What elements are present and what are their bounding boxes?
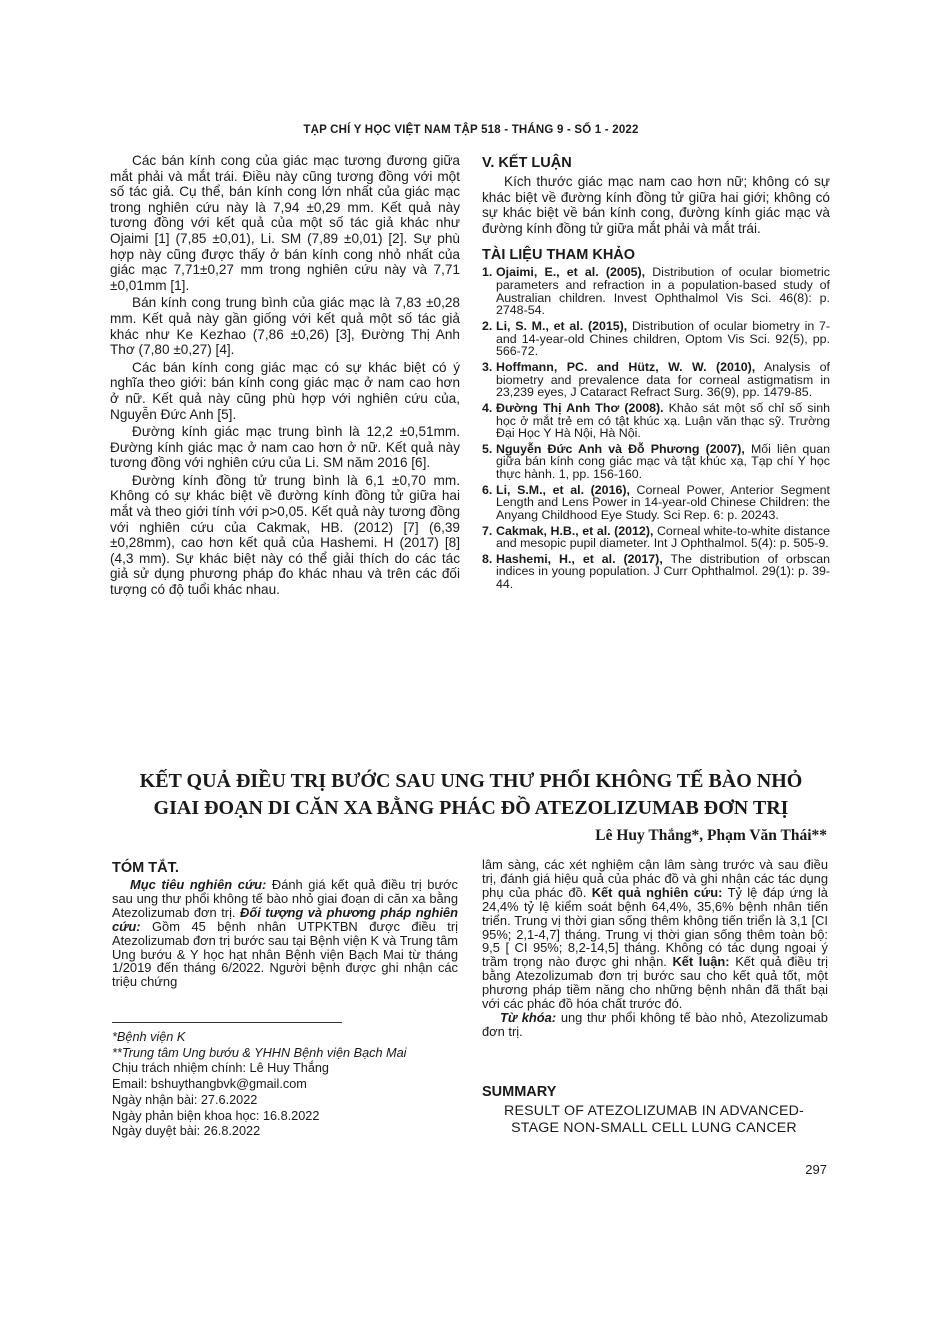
reference-item [482,320,830,358]
reference-author: Li, S.M., et al. (2016), [496,482,630,497]
reference-author: Nguyễn Đức Anh và Đỗ Phương (2007), [496,441,745,456]
reference-author: Đường Thị Anh Thơ (2008). [496,400,664,415]
summary-heading: SUMMARY [482,1084,557,1100]
reference-author: Cakmak, H.B., et al. (2012), [496,523,654,538]
abstract-left [112,860,458,989]
author-email: Email: bshuythangbvk@gmail.com [112,1077,307,1092]
discussion-paragraph: Đường kính giác mạc trung bình là 12,2 ±0,51mm. Đường kính giác mạc ở nam cao hơn ở nữ. Kết quả này tương đồng với nghiên cứu của Li. SM năm 2016 [6]. [110,424,460,471]
reference-number: 6. [482,482,493,497]
reference-item [482,266,830,317]
summary-title [476,1103,832,1137]
discussion-paragraph: Các bán kính cong giác mạc có sự khác biệt có ý nghĩa theo giới: bán kính cong giác mạc ở nam cao hơn ở nữ. Kết quả này cũng phù hợp với nghiên cứu của, Nguyễn Đức Anh [5]. [110,359,460,422]
reference-item [482,361,830,399]
reference-item [482,402,830,440]
methods-text-continued: lâm sàng, các xét nghiệm cận lâm sàng trước và sau điều trị, đánh giá hiệu quả của phác đồ và ghi nhận các tác dụng phụ của phác đồ. [482,857,828,900]
abstract-continued [482,858,828,1011]
summary-title-line: RESULT OF ATEZOLIZUMAB IN ADVANCED- [504,1103,804,1119]
reference-number: 2. [482,318,493,333]
reference-item [482,525,830,550]
reference-author: Hoffmann, PC. and Hütz, W. W. (2010), [496,359,756,374]
reference-number: 4. [482,400,493,415]
reference-number: 7. [482,523,493,538]
summary-title-line: STAGE NON-SMALL CELL LUNG CANCER [511,1120,797,1136]
reference-author: Li, S. M., et al. (2015), [496,318,628,333]
responsible-author: Chịu trách nhiệm chính: Lê Huy Thắng [112,1061,329,1076]
keywords-text: ung thư phổi không tế bào nhỏ, Atezolizumab đơn trị. [482,1009,828,1039]
article-title-line: GIAI ĐOẠN DI CĂN XA BẰNG PHÁC ĐỒ ATEZOLIZUMAB ĐƠN TRỊ [153,797,789,819]
received-date: Ngày nhận bài: 27.6.2022 [112,1092,258,1107]
running-header: TẠP CHÍ Y HỌC VIỆT NAM TẬP 518 - THÁNG 9 - SỐ 1 - 2022 [303,124,639,136]
footnotes [112,1030,457,1140]
article-title-line: KẾT QUẢ ĐIỀU TRỊ BƯỚC SAU UNG THƯ PHỔI KHÔNG TẾ BÀO NHỎ [139,770,803,792]
page-number: 297 [805,1162,827,1177]
reference-list [482,266,830,590]
reference-text: Corneal white-to-white distance and mesopic pupil diameter. Int J Ophthalmol. 5(4): p. 505-9. [496,523,830,551]
reference-item [482,484,830,522]
footnote-divider [112,1022,342,1023]
reference-item [482,443,830,481]
reference-number: 3. [482,359,493,374]
reference-number: 5. [482,441,493,456]
affiliation-note: *Bệnh viện K [112,1030,186,1044]
discussion-paragraph: Đường kính đồng tử trung bình là 6,1 ±0,70 mm. Không có sự khác biệt về đường kính đồng tử giữa hai mắt và theo giới tính với p>0,05. Kết quả này tương đồng với nghiên cứu của Cakmak, HB. (2012) [7] (6,39 ±0,28mm), cao hơn kết quả của Hashemi. H (2017) [8] (4,3 mm). Sự khác biệt này có thể giải thích do các tác giả sử dụng phương pháp đo khác nhau và trên các đối tượng có độ tuổi khác nhau. [110,472,460,598]
reviewed-date: Ngày phản biện khoa học: 16.8.2022 [112,1108,320,1123]
keywords [482,1011,828,1039]
conclusion-label: Kết luận: [672,954,730,970]
discussion-column [110,153,460,600]
conclusion-heading: V. KẾT LUẬN [482,155,572,171]
reference-author: Ojaimi, E., et al. (2005), [496,265,646,280]
reference-text: Distribution of ocular biometry in 7- and 14-year-old Chines children, Optom Vis Sci. 92(5), pp. 566-72. [496,318,830,359]
reference-number: 8. [482,551,493,566]
reference-text: Distribution of ocular biometric parameters and refraction in a population-based study of Australian children. Invest Ophthalmol Vis Sci. 46(8): p. 2748-54. [496,265,830,318]
reference-text: Analysis of biometry and prevalence data for corneal astigmatism in 23,239 eyes, J Cataract Refract Surg. 36(9), pp. 1479-85. [496,359,830,400]
reference-author: Hashemi, H., et al. (2017), [496,551,663,566]
abstract-right [482,858,828,1039]
methods-label: Đối tượng và phương pháp nghiên cứu: [112,904,458,934]
conclusion-text [482,174,830,236]
results-label: Kết quả nghiên cứu: [591,884,723,900]
conclusion-paragraph: Kích thước giác mạc nam cao hơn nữ; không có sự khác biệt về đường kính đồng tử giữa hai giới; không có sự khác biệt về bán kính cong, đường kính giác mạc và đường kính đồng tử giữa mắt phải và mắt trái. [482,174,830,236]
affiliation-note: **Trung tâm Ung bướu & YHHN Bệnh viện Bạch Mai [112,1045,407,1060]
references-heading: TÀI LIỆU THAM KHẢO [482,247,636,264]
keywords-label: Từ khóa: [500,1009,557,1025]
reference-text: Corneal Power, Anterior Segment Length and Lens Power in 14-year-old Chinese Children: the Anyang Childhood Eye Study. Sci Rep. 6: p. 20243. [496,482,830,523]
abstract-text [112,878,458,989]
objective-text: Đánh giá kết quả điều trị bước sau ung thư phổi không tế bào nhỏ giai đoạn di căn xa bằng Atezolizumab đơn trị. [112,877,458,920]
article-authors: Lê Huy Thắng*, Phạm Văn Thái** [595,827,827,844]
right-column [482,155,830,594]
results-text: Tỷ lệ đáp ứng là 24,4% tỷ lệ kiểm soát bệnh 64,4%, 35,6% bệnh nhân tiến triển. Trung vị thời gian sống thêm không tiến triển là 3,1 [CI 95%; 2,1-4,7] tháng. Trung vị thời gian sống thêm toàn bộ: 9,5 [ CI 95%; 8,2-14,5] tháng. Không có tác dụng ngoại ý trầm trọng nào được ghi nhận. [482,884,828,970]
abstract-heading: TÓM TẮT. [112,860,179,876]
reference-item [482,553,830,591]
reference-text: The distribution of orbscan indices in young population. J Curr Ophthalmol. 29(1): p. 39-44. [496,551,831,592]
reference-text: Mối liên quan giữa bán kính cong giác mạc và tật khúc xạ, Tạp chí Y học thực hành. 1, pp. 156-160. [496,441,830,482]
article-title [60,768,882,822]
discussion-paragraph: Các bán kính cong của giác mạc tương đương giữa mắt phải và mắt trái. Điều này cũng tương đồng với một số tác giả. Cụ thể, bán kính cong lớn nhất của giác mạc trong nghiên cứu này là 7,94 ±0,29 mm. Kết quả này tương đồng với kết quả của một số tác giả khác như Ojaimi [1] (7,85 ±0,01), Li. SM (7,89 ±0,01) [2]. Sự phù hợp này cũng được thấy ở bán kính cong nhỏ nhất của giác mạc 7,71±0,27 mm trong nghiên cứu này và 7,71 ±0,01mm [1]. [110,153,460,293]
abstract-conclusion-text: Kết quả điều trị bằng Atezolizumab đơn trị bước sau cho kết quả tốt, một phương pháp tiềm năng cho những bệnh nhân đã thất bại với các phác đồ hóa chất trước đó. [482,954,828,1012]
methods-text: Gồm 45 bệnh nhân UTPKTBN được điều trị Atezolizumab đơn trị bước sau tại Bệnh viện K và Trung tâm Ung bướu & Y học hạt nhân Bệnh viện Bạch Mai từ tháng 1/2019 đến tháng 6/2022. Người bệnh được ghi nhận các triệu chứng [112,918,458,990]
objective-label: Mục tiêu nghiên cứu: [130,877,267,892]
reference-text: Khảo sát một số chỉ số sinh học ở mắt trẻ em có tật khúc xạ. Luận văn thạc sỹ. Trường Đại Học Y Hà Nội, Hà Nội. [496,400,830,441]
reference-number: 1. [482,265,493,280]
discussion-paragraph: Bán kính cong trung bình của giác mạc là 7,83 ±0,28 mm. Kết quả này gần giống với kết quả một số tác giả khác như Ke Kezhao (7,86 ±0,26) [3], Đường Thị Anh Thơ (7,80 ±0,27) [4]. [110,295,460,358]
approved-date: Ngày duyệt bài: 26.8.2022 [112,1124,261,1139]
